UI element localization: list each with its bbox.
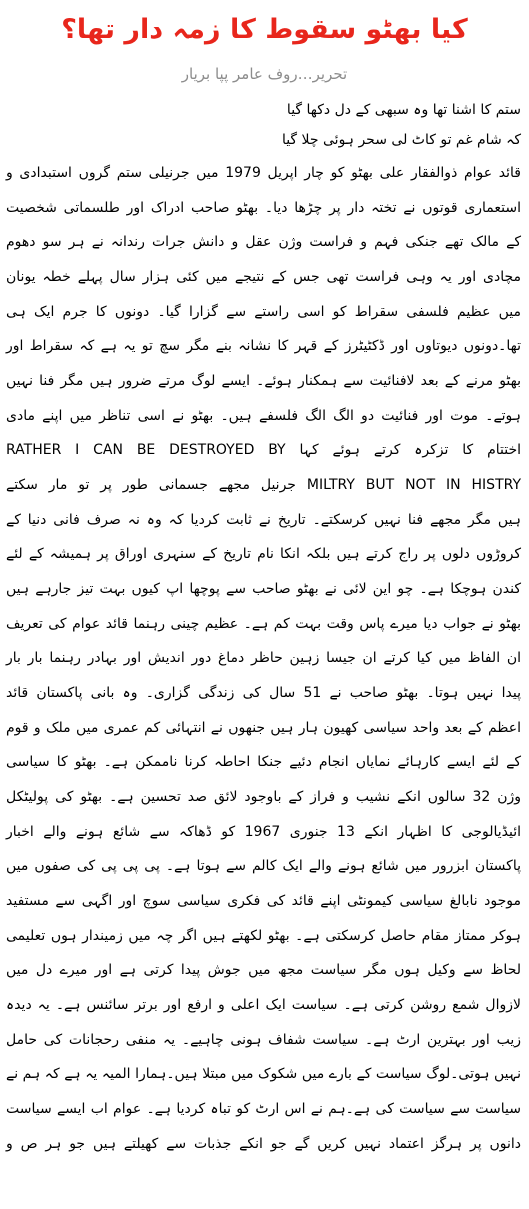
- paragraph-line: زیب اور بہترین ارٹ ہے۔ سیاست شفاف ہونی چاہیے۔ یہ منفی رحجانات کی حامل: [6, 1032, 521, 1048]
- paragraph-line: پیدا نہیں ہوتا۔ بھٹو صاحب نے 51 سال کی زندگی گزاری۔ وہ بانی پاکستان قائد: [6, 685, 521, 701]
- paragraph-line: ہیں مگر مجھے فنا نہیں کرسکتے۔ تاریخ نے ثابت کردیا کہ وہ نہ صرف فانی دنیا کے: [6, 512, 521, 528]
- paragraph-line: قائد عوام ذوالفقار علی بھٹو کو چار اپریل 1979 میں جرنیلی ستم گروں استبدادی و: [6, 165, 522, 181]
- paragraph-line: کروڑوں دلوں پر راج کرتے ہیں بلکہ انکا نام تاریخ کے سنہری اوراق پر ہمیشہ کے لئے: [6, 546, 521, 562]
- paragraph-line: پاکستان ابزرور میں شائع ہونے والے ایک کالم سے ہوتا ہے۔ پی پی پی کی صفوں میں: [6, 858, 521, 874]
- paragraph-line: MILTRY BUT NOT IN HISTRY جرنیل مجھے جسمانی طور پر تو مار سکتے: [6, 477, 521, 493]
- paragraph-line: ائیڈیالوجی کا اظہار انکے 13 جنوری 1967 کو ڈھاکہ سے شائع ہونے والے اخبار: [6, 824, 521, 840]
- verse-line: ستم کا اشنا تھا وہ سبھی کے دل دکھا گیا: [286, 102, 521, 118]
- paragraph-line: ان الفاظ میں کیا کرتے ان جیسا زہین حاظر دماغ دور اندیش اور بہادر رہنما بار بار: [6, 650, 521, 666]
- paragraph-line: میں عظیم فلسفی سقراط کو اسی راستے سے گزارا گیا۔ دونوں کا جرم ایک ہی: [6, 304, 521, 320]
- paragraph-line: موجود نابالغ سیاسی کیمونٹی اپنے قائد کی فکری سیاسی سوچ اور اگہی سے مستفید: [6, 893, 521, 909]
- paragraph-line: مچادی اور یہ وہی فراست تھی جس کے نتیجے میں کئی ہزار سال پہلے خطہ یونان: [6, 269, 521, 285]
- paragraph-line: دانوں پر ہرگز اعتماد نہیں کریں گے جو انکے جذبات سے کھیلتے ہیں جو ہر ص و: [6, 1136, 521, 1152]
- paragraph-line: کندن ہوچکا ہے۔ چو این لائی نے بھٹو صاحب سے پوچھا اپ کیوں بہت تیز جارہے ہیں: [6, 581, 521, 597]
- article-byline: تحریر…روف عامر پپا بریار: [181, 65, 348, 83]
- paragraph-line: استعماری قوتوں نے تختہ دار پر چڑھا دیا۔ بھٹو صاحب ادراک اور طلسماتی شخصیت: [6, 200, 521, 216]
- paragraph-line: نہیں ہوتی۔لوگ سیاست کے بارے میں شکوک میں مبتلا ہیں۔ہمارا المیہ یہ ہے کہ ہم نے: [6, 1066, 521, 1082]
- paragraph-line: کے لئے ایسے کارہائے نمایاں انجام دئیے جنکا احاطہ کرنا ناممکن ہے۔ بھٹو کا سیاسی: [6, 754, 521, 770]
- paragraph-line: وژن 32 سالوں انکے نشیب و فراز کے باوجود لائق صد تحسین ہے۔ بھٹو کی پولیٹکل: [6, 789, 521, 805]
- paragraph-line: لازوال شمع روشن کرتی ہے۔ سیاست ایک اعلی و ارفع اور برتر سائنس ہے۔ یہ دیدہ: [6, 997, 521, 1013]
- paragraph-line: بھٹو مرنے کے بعد لافنائیت سے ہمکنار ہوئے۔ ایسے لوگ مرتے ضرور ہیں مگر فنا نہیں: [6, 373, 521, 389]
- paragraph-line: اختتام کا تزکرہ کرتے ہوئے کہا RATHER I CAN BE DESTROYED BY: [6, 442, 522, 458]
- paragraph-line: تھا۔دونوں دیوتاوں اور ڈکٹیٹرز کے قہر کا نشانہ بنے مگر سچ تو یہ ہے کہ سقراط اور: [6, 338, 521, 354]
- paragraph-line: بھٹو نے جواب دیا میرے پاس وقت بہت کم ہے۔ عظیم چینی رہنما قائد عوام کی تعریف: [6, 616, 521, 632]
- paragraph-line: اعظم کے بعد واحد سیاسی کھیون ہار ہیں جنھوں نے انتہائی کم عمری میں ملک و قوم: [6, 720, 521, 736]
- paragraph-line: ہوکر ممتاز مقام حاصل کرسکتی ہے۔ بھٹو لکھتے ہیں اگر چہ میں زمیندار ہوں تعلیمی: [6, 928, 521, 944]
- paragraph-line: کے مالک تھے جنکی فہم و فراست وژن عقل و دانش جرات رندانہ نے ہر سو دھوم: [6, 234, 521, 250]
- paragraph-line: لحاظ سے وکیل ہوں مگر سیاست مجھ میں جوش پیدا کرتی ہے اور میرے دل میں: [6, 962, 521, 978]
- verse-line: کہ شام غم تو کاٹ لی سحر ہوئی چلا گیا: [281, 132, 521, 148]
- paragraph-line: ہوتے۔ موت اور فنائیت دو الگ الگ فلسفے ہیں۔ بھٹو نے اسی تناظر میں اپنے مادی: [6, 408, 521, 424]
- paragraph-line: سیاست سے سیاست کی ہے۔ہم نے اس ارٹ کو تباہ کردیا ہے۔ عوام اب ایسے سیاست: [6, 1101, 521, 1117]
- article-title: کیا بھٹو سقوط کا زمہ دار تھا؟: [61, 14, 468, 45]
